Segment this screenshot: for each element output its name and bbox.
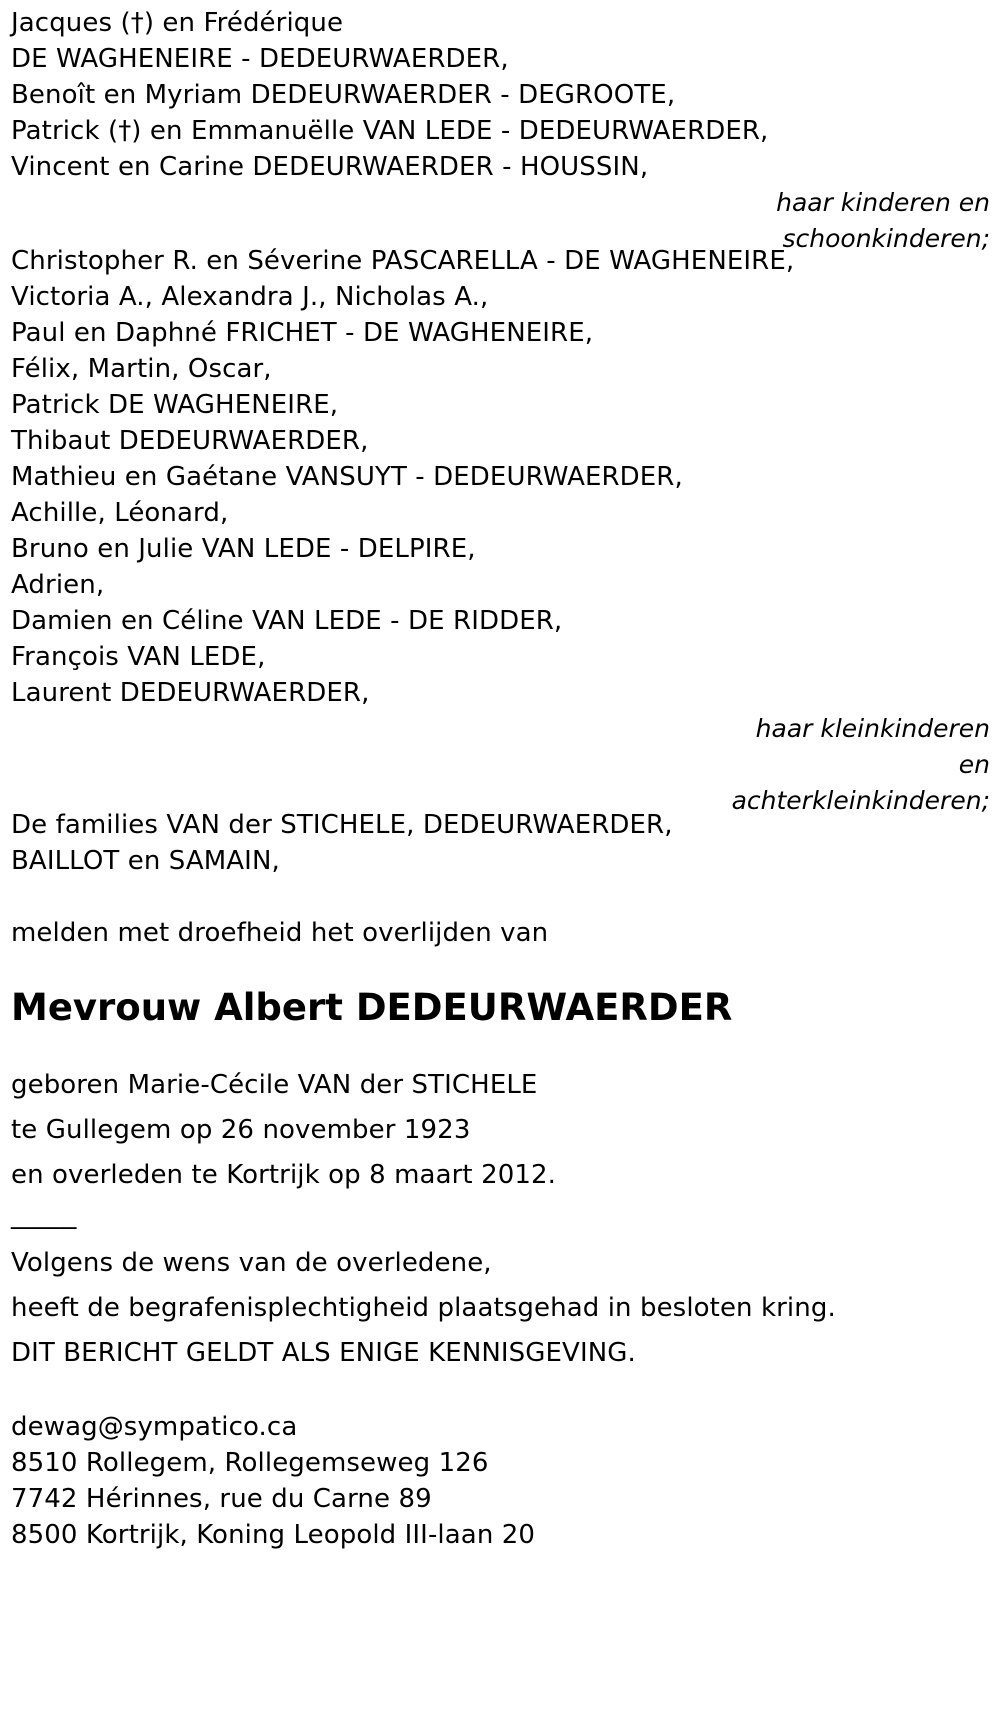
contact-address: 7742 Hérinnes, rue du Carne 89 — [11, 1484, 432, 1514]
birth-line: te Gullegem op 26 november 1923 — [11, 1115, 471, 1145]
grandchild-line: Paul en Daphné FRICHET - DE WAGHENEIRE, — [11, 318, 594, 348]
grandchildren-label: en — [958, 750, 990, 779]
closing-line: heeft de begrafenisplechtigheid plaatsgehad in besloten kring. — [11, 1293, 836, 1323]
family-line: Benoît en Myriam DEDEURWAERDER - DEGROOTE, — [11, 80, 676, 110]
deceased-name: Mevrouw Albert DEDEURWAERDER — [11, 986, 733, 1029]
children-label: schoonkinderen; — [782, 224, 990, 253]
grandchild-line: Laurent DEDEURWAERDER, — [11, 678, 370, 708]
grandchild-line: Patrick DE WAGHENEIRE, — [11, 390, 339, 420]
birth-line: geboren Marie-Cécile VAN der STICHELE — [11, 1070, 538, 1100]
grandchildren-label: haar kleinkinderen — [755, 714, 990, 743]
grandchild-line: François VAN LEDE, — [11, 642, 266, 672]
grandchild-line: Damien en Céline VAN LEDE - DE RIDDER, — [11, 606, 563, 636]
closing-line: Volgens de wens van de overledene, — [11, 1248, 492, 1278]
family-line: Patrick (†) en Emmanuëlle VAN LEDE - DEDEURWAERDER, — [11, 116, 769, 146]
family-line: Jacques (†) en Frédérique — [11, 8, 344, 38]
separator: _____ — [11, 1200, 77, 1230]
families-line: BAILLOT en SAMAIN, — [11, 846, 280, 876]
grandchildren-label: achterkleinkinderen; — [731, 786, 990, 815]
contact-address: 8510 Rollegem, Rollegemseweg 126 — [11, 1448, 489, 1478]
children-label: haar kinderen en — [776, 188, 990, 217]
grandchild-line: Félix, Martin, Oscar, — [11, 354, 272, 384]
contact-address: 8500 Kortrijk, Koning Leopold III-laan 20 — [11, 1520, 536, 1550]
grandchild-line: Mathieu en Gaétane VANSUYT - DEDEURWAERDER, — [11, 462, 683, 492]
grandchild-line: Victoria A., Alexandra J., Nicholas A., — [11, 282, 489, 312]
contact-email: dewag@sympatico.ca — [11, 1412, 298, 1442]
grandchild-line: Bruno en Julie VAN LEDE - DELPIRE, — [11, 534, 476, 564]
announcement-text: melden met droefheid het overlijden van — [11, 918, 549, 948]
grandchild-line: Thibaut DEDEURWAERDER, — [11, 426, 369, 456]
grandchild-line: Adrien, — [11, 570, 105, 600]
grandchild-line: Christopher R. en Séverine PASCARELLA - DE WAGHENEIRE, — [11, 246, 795, 276]
family-line: Vincent en Carine DEDEURWAERDER - HOUSSIN, — [11, 152, 649, 182]
birth-line: en overleden te Kortrijk op 8 maart 2012. — [11, 1160, 556, 1190]
closing-line: DIT BERICHT GELDT ALS ENIGE KENNISGEVING. — [11, 1338, 636, 1368]
family-line: DE WAGHENEIRE - DEDEURWAERDER, — [11, 44, 509, 74]
families-line: De families VAN der STICHELE, DEDEURWAERDER, — [11, 810, 673, 840]
grandchild-line: Achille, Léonard, — [11, 498, 229, 528]
